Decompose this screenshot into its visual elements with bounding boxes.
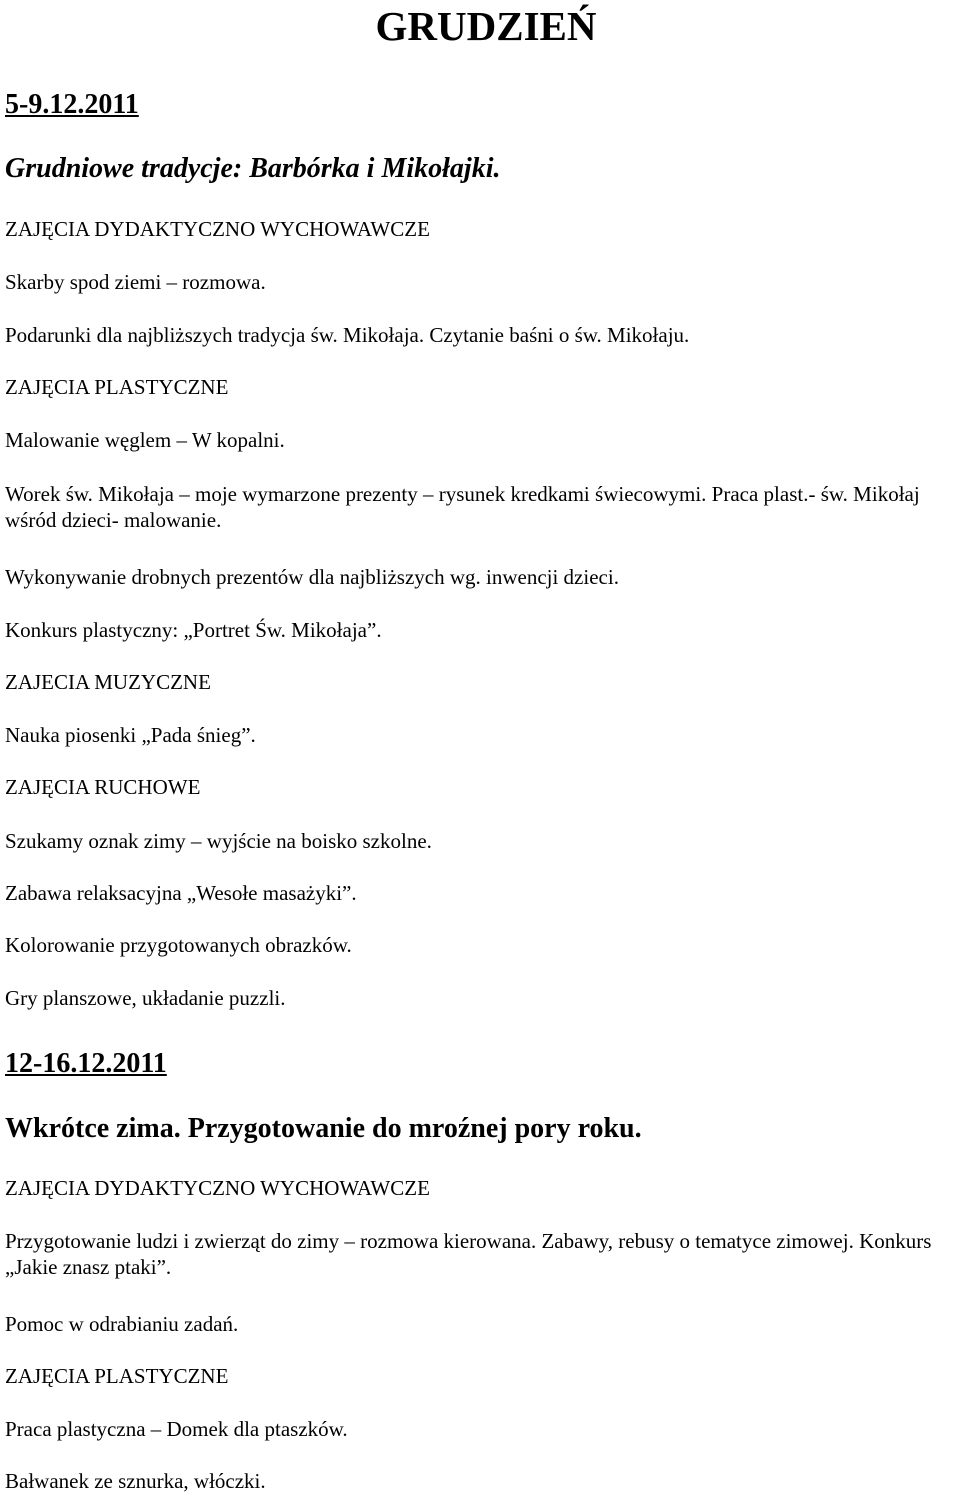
activity-line: Nauka piosenki „Pada śnieg”.	[5, 723, 256, 747]
activity-line: Skarby spod ziemi – rozmowa.	[5, 270, 266, 294]
section-heading-movement: ZAJĘCIA RUCHOWE	[5, 775, 201, 799]
activity-line: Konkurs plastyczny: „Portret Św. Mikołaja”.	[5, 618, 382, 642]
activity-line: Worek św. Mikołaja – moje wymarzone prezenty – rysunek kredkami świecowymi. Praca plast.- św. Mikołaj wśród dzieci- malowanie.	[5, 482, 920, 532]
activity-line: Malowanie węglem – W kopalni.	[5, 428, 285, 452]
activity-line: Wykonywanie drobnych prezentów dla najbliższych wg. inwencji dzieci.	[5, 565, 619, 589]
activity-line: Szukamy oznak zimy – wyjście na boisko szkolne.	[5, 829, 432, 853]
section-heading-music: ZAJECIA MUZYCZNE	[5, 670, 211, 694]
activity-line: Zabawa relaksacyjna „Wesołe masażyki”.	[5, 881, 357, 905]
week2-topic: Wkrótce zima. Przygotowanie do mroźnej pory roku.	[5, 1113, 642, 1144]
week2-date: 12-16.12.2011	[5, 1048, 167, 1079]
section-heading-didactic: ZAJĘCIA DYDAKTYCZNO WYCHOWAWCZE	[5, 217, 430, 241]
section-heading-art: ZAJĘCIA PLASTYCZNE	[5, 375, 229, 399]
week1-topic: Grudniowe tradycje: Barbórka i Mikołajki.	[5, 153, 501, 184]
section-heading-art: ZAJĘCIA PLASTYCZNE	[5, 1364, 229, 1388]
activity-line: Pomoc w odrabianiu zadań.	[5, 1312, 239, 1336]
week1-date: 5-9.12.2011	[5, 89, 139, 120]
section-heading-didactic: ZAJĘCIA DYDAKTYCZNO WYCHOWAWCZE	[5, 1176, 430, 1200]
activity-line: Gry planszowe, układanie puzzli.	[5, 986, 286, 1010]
activity-line: Przygotowanie ludzi i zwierząt do zimy – rozmowa kierowana. Zabawy, rebusy o tematyce zimowej. Konkurs „Jakie znasz ptaki”.	[5, 1229, 932, 1279]
activity-line: Podarunki dla najbliższych tradycja św. Mikołaja. Czytanie baśni o św. Mikołaju.	[5, 323, 690, 347]
page-title: GRUDZIEŃ	[375, 3, 597, 49]
activity-line: Kolorowanie przygotowanych obrazków.	[5, 933, 352, 957]
activity-line: Praca plastyczna – Domek dla ptaszków.	[5, 1417, 348, 1441]
activity-line: Bałwanek ze sznurka, włóczki.	[5, 1469, 266, 1493]
